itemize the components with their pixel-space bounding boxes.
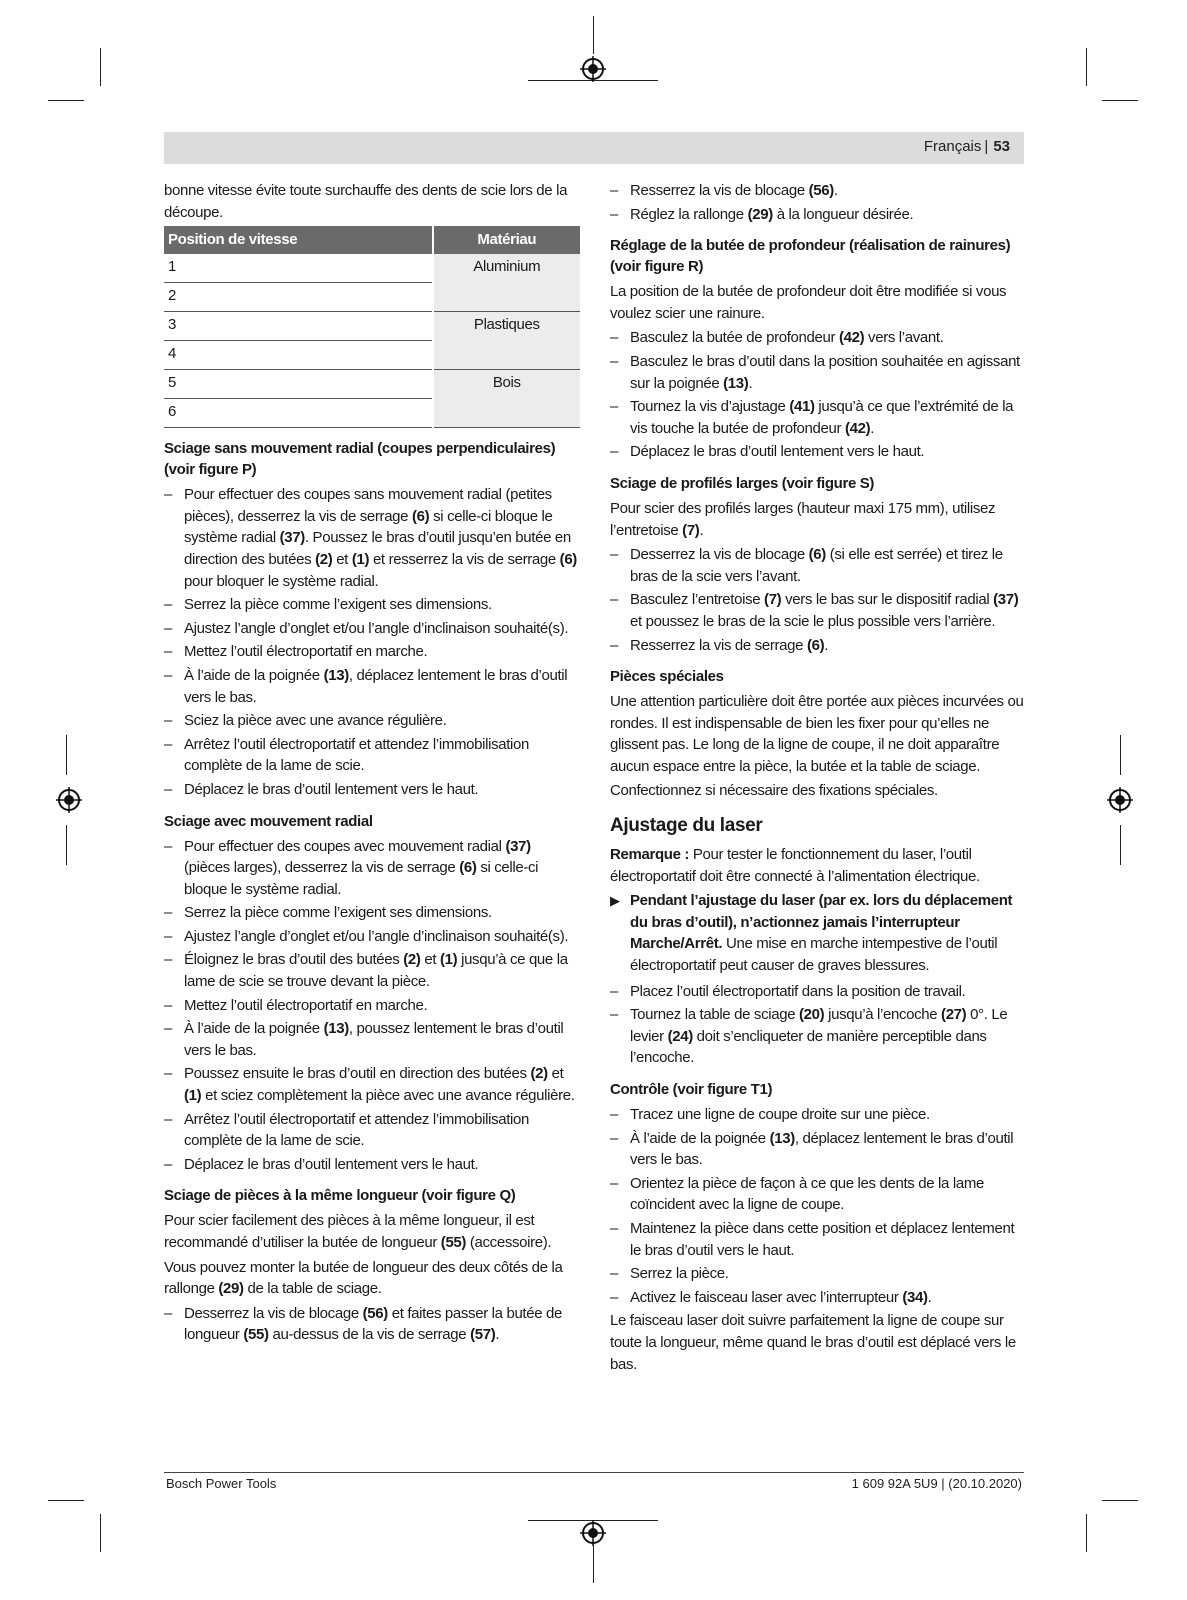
registration-mark-icon [580, 1520, 606, 1546]
list-item: – Pour effectuer des coupes sans mouvement radial (petites pièces), desserrez la vis de serrage (6) si celle-ci bloque le système radial (37). Poussez le bras d’outil jusqu’en butée en direction des butées (2) et (1) et resserrez la vis de serrage (6) pour bloquer le système radial. [164, 484, 580, 592]
table-cell-position: 4 [164, 341, 433, 370]
list-item: – Tournez la table de sciage (20) jusqu’à l’encoche (27) 0°. Le levier (24) doit s’encliqueter de manière perceptible dans l’encoche. [610, 1004, 1024, 1069]
crop-mark [48, 1500, 84, 1501]
paragraph: Pour scier facilement des pièces à la même longueur, il est recommandé d’utiliser la butée de longueur (55) (accessoire). [164, 1212, 552, 1251]
table-cell-material: Plastiques [433, 312, 580, 370]
list-item: – Basculez la butée de profondeur (42) vers l’avant. [610, 327, 1024, 349]
list-item: – Poussez ensuite le bras d’outil en direction des butées (2) et (1) et sciez complètement la pièce avec une avance régulière. [164, 1063, 580, 1106]
crop-mark [100, 1514, 101, 1552]
list-item: – Réglez la rallonge (29) à la longueur désirée. [610, 204, 1024, 226]
crop-mark [1120, 735, 1121, 775]
step-list [164, 484, 580, 800]
crop-mark [1102, 100, 1138, 101]
list-item: – Placez l’outil électroportatif dans la position de travail. [610, 981, 1024, 1003]
list-item: – Mettez l’outil électroportatif en marche. [164, 995, 580, 1017]
remark-text: Pour tester le fonctionnement du laser, l’outil électroportatif doit être connecté à l’alimentation électrique. [610, 846, 980, 885]
list-item: – Éloignez le bras d’outil des butées (2) et (1) jusqu’à ce que la lame de scie se trouve devant la pièce. [164, 949, 580, 992]
section-title: Ajustage du laser [610, 815, 763, 837]
step-list [610, 544, 1024, 656]
registration-mark-icon [1107, 787, 1133, 813]
list-item: – Déplacez le bras d’outil lentement vers le haut. [164, 1154, 580, 1176]
warning-arrow-icon: ▶ [610, 893, 620, 909]
paragraph: Vous pouvez monter la butée de longueur des deux côtés de la rallonge (29) de la table de sciage. [164, 1258, 563, 1298]
list-item: – Desserrez la vis de blocage (56) et faites passer la butée de longueur (55) au-dessus de la vis de serrage (57). [164, 1303, 580, 1346]
table-row [164, 370, 580, 399]
table-cell-material: Bois [433, 370, 580, 428]
table-cell-position: 6 [164, 399, 433, 428]
list-item: – Tracez une ligne de coupe droite sur une pièce. [610, 1104, 1024, 1126]
table-row [164, 254, 580, 283]
list-item: – Serrez la pièce. [610, 1263, 1024, 1285]
footer-doc-number: 1 609 92A 5U9 | (20.10.2020) [851, 1476, 1022, 1491]
list-item: – Resserrez la vis de blocage (56). [610, 180, 1024, 202]
list-item: – Sciez la pièce avec une avance régulière. [164, 710, 580, 732]
list-item: – À l’aide de la poignée (13), poussez lentement le bras d’outil vers le bas. [164, 1018, 580, 1061]
list-item: – Serrez la pièce comme l’exigent ses dimensions. [164, 902, 580, 924]
step-list [610, 180, 1024, 225]
left-column [164, 180, 580, 1348]
section-heading: Contrôle (voir figure T1) [610, 1081, 773, 1098]
footer-rule [164, 1472, 1024, 1473]
list-item: – À l’aide de la poignée (13), déplacez lentement le bras d’outil vers le bas. [164, 665, 580, 708]
crop-mark [66, 825, 67, 865]
list-item: – Déplacez le bras d’outil lentement vers le haut. [164, 779, 580, 801]
table-header-position: Position de vitesse [164, 226, 433, 254]
table-header-material: Matériau [433, 226, 580, 254]
registration-mark-icon [580, 56, 606, 82]
remark-paragraph [610, 844, 1024, 887]
paragraph: Le faisceau laser doit suivre parfaitement la ligne de coupe sur toute la longueur, même quand le bras d’outil est déplacé vers le bas. [610, 1312, 1016, 1373]
step-list [164, 836, 580, 1176]
step-list [610, 327, 1024, 463]
step-list [610, 981, 1024, 1069]
warning-text: Une mise en marche intempestive de l’outil électroportatif peut causer de graves blessures. [630, 935, 998, 975]
table-row [164, 312, 580, 341]
list-item: – Orientez la pièce de façon à ce que les dents de la lame coïncident avec la ligne de coupe. [610, 1173, 1024, 1216]
section-heading: Sciage avec mouvement radial [164, 812, 373, 830]
paragraph: La position de la butée de profondeur doit être modifiée si vous voulez scier une rainure. [610, 283, 1007, 322]
list-item: – Ajustez l’angle d’onglet et/ou l’angle d’inclinaison souhaité(s). [164, 926, 580, 948]
table-cell-position: 3 [164, 312, 433, 341]
table-cell-material: Aluminium [433, 254, 580, 312]
page-number: 53 [993, 138, 1010, 155]
section-heading: Sciage sans mouvement radial (coupes perpendiculaires) (voir figure P) [164, 440, 556, 479]
remark-label: Remarque : [610, 846, 690, 864]
list-item: – Tournez la vis d’ajustage (41) jusqu’à ce que l’extrémité de la vis touche la butée de profondeur (42). [610, 396, 1024, 439]
crop-mark [1086, 1514, 1087, 1552]
header-language: Français [923, 138, 982, 155]
footer-brand: Bosch Power Tools [166, 1476, 277, 1491]
speed-table [164, 226, 580, 428]
paragraph: Une attention particulière doit être portée aux pièces incurvées ou rondes. Il est indispensable de bien les fixer pour qu’elles ne glissent pas. Le long de la ligne de coupe, il ne doit apparaître aucun espace entre la pièce, la butée et la table de sciage. [610, 693, 1024, 775]
header-label [924, 138, 1010, 155]
crop-mark [593, 16, 594, 54]
table-cell-position: 5 [164, 370, 433, 399]
intro-paragraph: bonne vitesse évite toute surchauffe des dents de scie lors de la découpe. [164, 182, 568, 221]
section-heading: Sciage de pièces à la même longueur (voir figure Q) [164, 1187, 516, 1205]
step-list [164, 1303, 580, 1346]
section-heading: Sciage de profilés larges (voir figure S) [610, 474, 875, 492]
list-item: – Pour effectuer des coupes avec mouvement radial (37) (pièces larges), desserrez la vis de serrage (6) si celle-ci bloque le système radial. [164, 836, 580, 901]
list-item: – Arrêtez l’outil électroportatif et attendez l’immobilisation complète de la lame de scie. [164, 734, 580, 777]
registration-mark-icon [56, 787, 82, 813]
list-item: – Serrez la pièce comme l’exigent ses dimensions. [164, 594, 580, 616]
header-separator: | [984, 138, 989, 155]
list-item: – Basculez le bras d’outil dans la position souhaitée en agissant sur la poignée (13). [610, 351, 1024, 394]
crop-mark [48, 100, 84, 101]
right-column [610, 180, 1024, 1378]
list-item: – Mettez l’outil électroportatif en marche. [164, 641, 580, 663]
crop-mark [593, 1545, 594, 1583]
page-header [164, 132, 1024, 164]
safety-warning [610, 890, 1024, 976]
crop-mark [100, 48, 101, 86]
crop-mark [66, 735, 67, 775]
list-item: – Ajustez l’angle d’onglet et/ou l’angle d’inclinaison souhaité(s). [164, 618, 580, 640]
list-item: – À l’aide de la poignée (13), déplacez lentement le bras d’outil vers le bas. [610, 1128, 1024, 1171]
list-item: – Arrêtez l’outil électroportatif et attendez l’immobilisation complète de la lame de scie. [164, 1109, 580, 1152]
paragraph: Pour scier des profilés larges (hauteur maxi 175 mm), utilisez l’entretoise (7). [610, 499, 996, 539]
list-item: – Activez le faisceau laser avec l’interrupteur (34). [610, 1287, 1024, 1309]
section-heading: Réglage de la butée de profondeur (réalisation de rainures) (voir figure R) [610, 237, 1011, 276]
list-item: – Maintenez la pièce dans cette position et déplacez lentement le bras d’outil vers le haut. [610, 1218, 1024, 1261]
warning-bold-text: Pendant l’ajustage du laser (par ex. lors du déplacement du bras d’outil), n’actionnez jamais l’interrupteur Marche/Arrêt. [630, 892, 1013, 953]
list-item: – Resserrez la vis de serrage (6). [610, 635, 1024, 657]
paragraph: Confectionnez si nécessaire des fixations spéciales. [610, 782, 938, 800]
list-item: – Déplacez le bras d’outil lentement vers le haut. [610, 441, 1024, 463]
step-list [610, 1104, 1024, 1308]
list-item: – Desserrez la vis de blocage (6) (si elle est serrée) et tirez le bras de la scie vers l’avant. [610, 544, 1024, 587]
section-heading: Pièces spéciales [610, 668, 724, 686]
crop-mark [1086, 48, 1087, 86]
table-cell-position: 1 [164, 254, 433, 283]
table-cell-position: 2 [164, 283, 433, 312]
crop-mark [1102, 1500, 1138, 1501]
crop-mark [1120, 825, 1121, 865]
list-item: – Basculez l’entretoise (7) vers le bas sur le dispositif radial (37) et poussez le bras de la scie le plus possible vers l’arrière. [610, 589, 1024, 632]
